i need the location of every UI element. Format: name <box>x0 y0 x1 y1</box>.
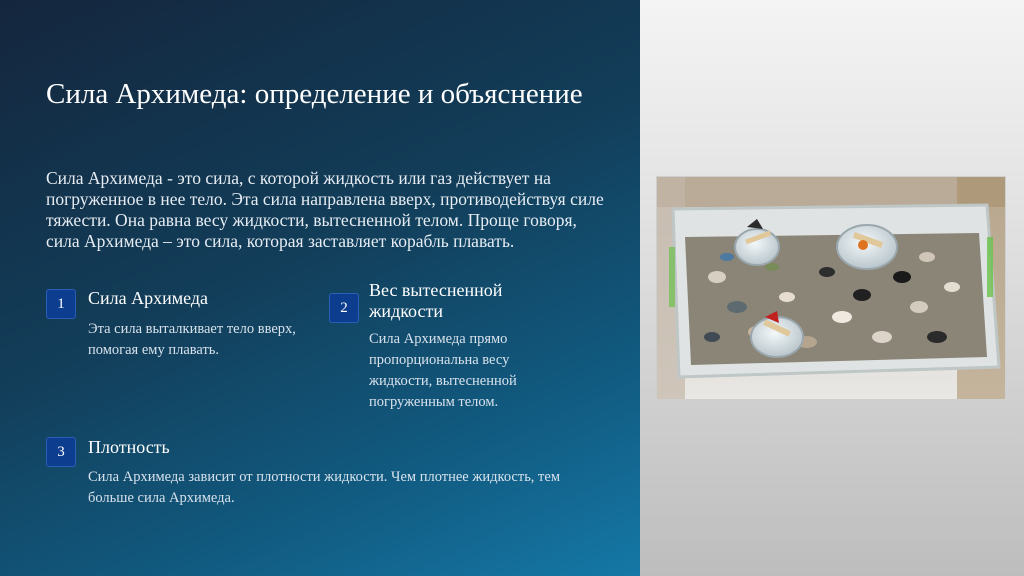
feature-text-3: Сила Архимеда зависит от плотности жидкости. Чем плотнее жидкость, тем больше сила Архимеда. <box>88 469 561 506</box>
slide-title: Сила Архимеда: определение и объяснение <box>46 78 583 110</box>
feature-number-3: 3 <box>46 437 76 467</box>
experiment-photo <box>657 177 1005 399</box>
experiment-photo-image <box>657 177 1005 399</box>
feature-text-2: Сила Архимеда прямо пропорциональна весу жидкости, вытесненной погруженным телом. <box>369 331 517 410</box>
feature-title-3: Плотность <box>88 437 170 457</box>
intro-paragraph: Сила Архимеда - это сила, с которой жидкость или газ действует на погруженное в нее тело. Эта сила направлена вверх, противодействуя силе тяжести. Она равна весу жидкости, вытесненной телом. Проще говоря, сила Архимеда – это сила, которая заставляет корабль плавать. <box>46 168 604 251</box>
feature-title-1: Сила Архимеда <box>88 288 209 308</box>
feature-title-2: Вес вытесненной жидкости <box>369 280 503 321</box>
feature-number-2: 2 <box>329 293 359 323</box>
feature-number-1: 1 <box>46 289 76 319</box>
feature-text-1: Эта сила выталкивает тело вверх, помогая ему плавать. <box>88 321 296 358</box>
